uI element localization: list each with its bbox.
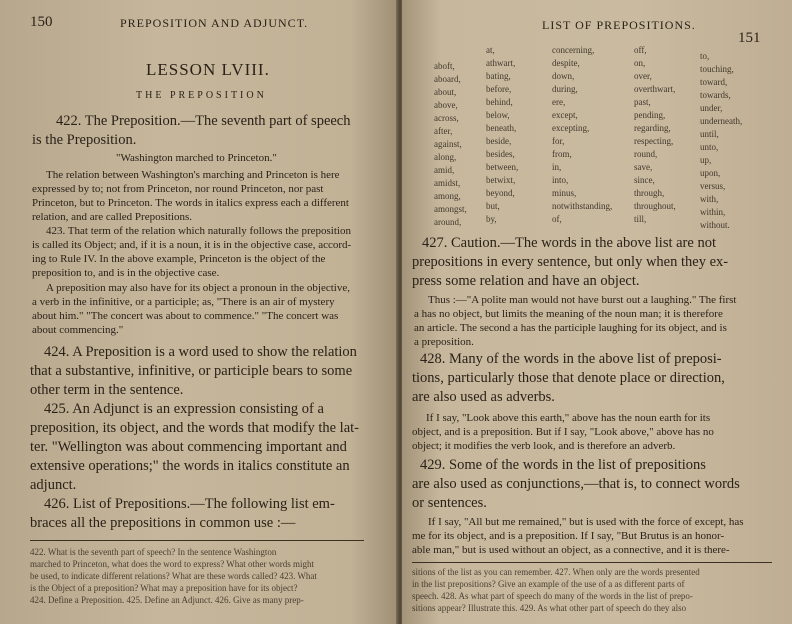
footnote-line: 424. Define a Preposition. 425. Define an Adjunct. 426. Give as many prep- bbox=[30, 595, 304, 605]
preposition-word: beneath, bbox=[486, 123, 517, 133]
preposition-word: aboard, bbox=[434, 74, 461, 84]
paragraph-line: object; it modifies the verb look, and is therefore an adverb. bbox=[412, 440, 676, 452]
preposition-word: through, bbox=[634, 188, 665, 198]
preposition-word: throughout, bbox=[634, 201, 676, 211]
preposition-word: along, bbox=[434, 152, 457, 162]
paragraph-line: If I say, "All but me remained," but is used with the force of except, has bbox=[428, 516, 744, 528]
preposition-word: amidst, bbox=[434, 178, 461, 188]
preposition-word: till, bbox=[634, 214, 647, 224]
paragraph-line: tions, particularly those that denote place or direction, bbox=[412, 370, 725, 386]
preposition-word: underneath, bbox=[700, 116, 743, 126]
right-page bbox=[402, 0, 792, 624]
preposition-word: to, bbox=[700, 51, 710, 61]
paragraph-line: Thus :—"A polite man would not have burst out a laughing." The first bbox=[428, 294, 737, 306]
preposition-word: towards, bbox=[700, 90, 731, 100]
preposition-word: among, bbox=[434, 191, 461, 201]
paragraph-line: object, and is a preposition. But if I say, "Look above," above has no bbox=[412, 426, 714, 438]
preposition-word: besides, bbox=[486, 149, 515, 159]
preposition-column bbox=[552, 44, 612, 226]
preposition-word: round, bbox=[634, 149, 658, 159]
preposition-word: since, bbox=[634, 175, 655, 185]
paragraph-line: that a substantive, infinitive, or participle bears to some bbox=[30, 363, 353, 379]
paragraph-line: are also used as adverbs. bbox=[412, 389, 555, 405]
paragraph-line: extensive operations;" the words in italics constitute an bbox=[30, 458, 350, 474]
paragraph-line: other term in the sentence. bbox=[30, 382, 184, 398]
preposition-word: beside, bbox=[486, 136, 512, 146]
preposition-word: between, bbox=[486, 162, 519, 172]
paragraph-line: ing to Rule IV. In the above example, Princeton is the object of the bbox=[32, 253, 326, 265]
preposition-word: by, bbox=[486, 214, 497, 224]
preposition-word: except, bbox=[552, 110, 578, 120]
preposition-word: concerning, bbox=[552, 45, 595, 55]
paragraph-line: a verb in the infinitive, or a participle; as, "There is an air of mystery bbox=[32, 296, 335, 308]
preposition-word: against, bbox=[434, 139, 462, 149]
lesson-subtitle: THE PREPOSITION bbox=[136, 90, 267, 101]
footnote-line: marched to Princeton, what does the word to express? What other words might bbox=[30, 559, 315, 569]
paragraph-line: about commencing." bbox=[32, 324, 124, 336]
paragraph-line: prepositions in every sentence, but only when they ex- bbox=[412, 254, 729, 270]
preposition-word: overthwart, bbox=[634, 84, 676, 94]
lesson-title: LESSON LVIII. bbox=[146, 60, 270, 79]
paragraph-line: 429. Some of the words in the list of prepositions bbox=[420, 457, 706, 473]
preposition-word: off, bbox=[634, 45, 647, 55]
preposition-word: athwart, bbox=[486, 58, 516, 68]
preposition-word: unto, bbox=[700, 142, 719, 152]
footnote-line: is the Object of a preposition? What may a preposition have for its object? bbox=[30, 583, 298, 593]
footnote-divider bbox=[30, 540, 364, 541]
preposition-word: during, bbox=[552, 84, 578, 94]
preposition-word: beyond, bbox=[486, 188, 515, 198]
paragraph-line: a preposition. bbox=[414, 336, 474, 348]
running-head: LIST OF PREPOSITIONS. bbox=[542, 18, 696, 32]
paragraph-line: me for its object, and is a preposition. If I say, "But Brutus is an honor- bbox=[412, 530, 725, 542]
preposition-word: up, bbox=[700, 155, 712, 165]
preposition-column bbox=[434, 60, 467, 229]
paragraph-line: The relation between Washington's marching and Princeton is here bbox=[46, 169, 340, 181]
preposition-word: minus, bbox=[552, 188, 577, 198]
preposition-word: aboft, bbox=[434, 61, 455, 71]
preposition-word: amid, bbox=[434, 165, 455, 175]
preposition-word: excepting, bbox=[552, 123, 590, 133]
paragraph-line: expressed by to; not from Princeton, nor round Princeton, nor past bbox=[32, 183, 324, 195]
paragraph-line: are also used as conjunctions,—that is, to connect words bbox=[412, 476, 740, 492]
preposition-word: without. bbox=[700, 220, 730, 230]
paragraph-line: 424. A Preposition is a word used to show the relation bbox=[44, 344, 357, 360]
footnote-line: sitions of the list as you can remember. 427. When only are the words presented bbox=[412, 567, 700, 577]
paragraph-line: preposition to, and is in the objective case. bbox=[32, 267, 220, 279]
preposition-word: upon, bbox=[700, 168, 721, 178]
paragraph-line: If I say, "Look above this earth," above has the noun earth for its bbox=[426, 412, 711, 424]
page-number: 150 bbox=[30, 14, 53, 30]
paragraph-line: preposition, its object, and the words that modify the lat- bbox=[30, 420, 360, 436]
preposition-word: versus, bbox=[700, 181, 726, 191]
paragraph-line: braces all the prepositions in common use :— bbox=[30, 515, 296, 531]
footnote-line: in the list prepositions? Give an example of the use of a as different parts of bbox=[412, 579, 685, 589]
preposition-word: above, bbox=[434, 100, 458, 110]
footnote-line: speech. 428. As what part of speech do many of the words in the list of prepo- bbox=[412, 591, 693, 601]
paragraph-line: 425. An Adjunct is an expression consisting of a bbox=[44, 401, 324, 417]
preposition-word: despite, bbox=[552, 58, 580, 68]
preposition-word: behind, bbox=[486, 97, 513, 107]
preposition-word: past, bbox=[634, 97, 651, 107]
paragraph-line: 422. The Preposition.—The seventh part of speech bbox=[56, 113, 351, 129]
preposition-word: with, bbox=[700, 194, 719, 204]
paragraph-line: press some relation and have an object. bbox=[412, 273, 640, 289]
paragraph-line: relation, and are called Prepositions. bbox=[32, 211, 193, 223]
preposition-word: under, bbox=[700, 103, 723, 113]
preposition-word: notwithstanding, bbox=[552, 201, 613, 211]
paragraph-line: a has no object, but limits the meaning of the noun man; it is therefore bbox=[414, 308, 723, 320]
paragraph-line: is the Preposition. bbox=[32, 132, 137, 148]
preposition-word: betwixt, bbox=[486, 175, 516, 185]
preposition-word: touching, bbox=[700, 64, 734, 74]
preposition-word: around, bbox=[434, 217, 462, 227]
paragraph-line: adjunct. bbox=[30, 477, 77, 493]
paragraph-line: or sentences. bbox=[412, 495, 487, 511]
preposition-word: but, bbox=[486, 201, 500, 211]
preposition-word: across, bbox=[434, 113, 459, 123]
preposition-word: in, bbox=[552, 162, 562, 172]
preposition-word: below, bbox=[486, 110, 510, 120]
preposition-word: respecting, bbox=[634, 136, 674, 146]
preposition-column bbox=[634, 44, 676, 226]
preposition-word: into, bbox=[552, 175, 569, 185]
footnote-line: sitions appear? Illustrate this. 429. As what other part of speech do they also bbox=[412, 603, 687, 613]
preposition-word: until, bbox=[700, 129, 719, 139]
paragraph-line: is called its Object; and, if it is a noun, it is in the objective case, accord- bbox=[32, 239, 352, 251]
page-number: 151 bbox=[738, 30, 761, 46]
preposition-word: ere, bbox=[552, 97, 566, 107]
preposition-column bbox=[700, 50, 742, 232]
paragraph-line: 427. Caution.—The words in the above list are not bbox=[422, 235, 716, 251]
preposition-word: bating, bbox=[486, 71, 511, 81]
preposition-word: amongst, bbox=[434, 204, 467, 214]
preposition-word: from, bbox=[552, 149, 572, 159]
preposition-word: of, bbox=[552, 214, 562, 224]
preposition-word: save, bbox=[634, 162, 653, 172]
preposition-word: for, bbox=[552, 136, 565, 146]
paragraph-line: 426. List of Prepositions.—The following list em- bbox=[44, 496, 335, 512]
paragraph-line: an article. The second a has the participle laughing for its object, and is bbox=[414, 322, 727, 334]
footnote-divider bbox=[412, 562, 772, 563]
preposition-word: pending, bbox=[634, 110, 666, 120]
paragraph-line: 428. Many of the words in the above list of preposi- bbox=[420, 351, 722, 367]
preposition-word: toward, bbox=[700, 77, 728, 87]
preposition-word: at, bbox=[486, 45, 495, 55]
paragraph-line: A preposition may also have for its object a pronoun in the objective, bbox=[46, 282, 350, 294]
preposition-column bbox=[486, 44, 518, 226]
preposition-word: on, bbox=[634, 58, 646, 68]
example-sentence: "Washington marched to Princeton." bbox=[116, 152, 277, 164]
paragraph-line: able man," but is used without an object, as a connective, and it is there- bbox=[412, 544, 730, 556]
preposition-word: after, bbox=[434, 126, 453, 136]
paragraph-line: ter. "Wellington was about commencing important and bbox=[30, 439, 347, 455]
footnote-line: be used, to indicate different relations? What are these words called? 423. What bbox=[30, 571, 317, 581]
preposition-word: before, bbox=[486, 84, 512, 94]
preposition-word: down, bbox=[552, 71, 575, 81]
preposition-word: regarding, bbox=[634, 123, 671, 133]
preposition-word: over, bbox=[634, 71, 652, 81]
preposition-word: within, bbox=[700, 207, 726, 217]
paragraph-line: Princeton, but to Princeton. The words in italics express each a different bbox=[32, 197, 349, 209]
running-head: PREPOSITION AND ADJUNCT. bbox=[120, 16, 309, 30]
paragraph-line: about him." "The concert was about to commence." "The concert was bbox=[32, 310, 339, 322]
footnote-line: 422. What is the seventh part of speech? In the sentence Washington bbox=[30, 547, 277, 557]
paragraph-line: 423. That term of the relation which naturally follows the preposition bbox=[46, 225, 351, 237]
preposition-word: about, bbox=[434, 87, 457, 97]
